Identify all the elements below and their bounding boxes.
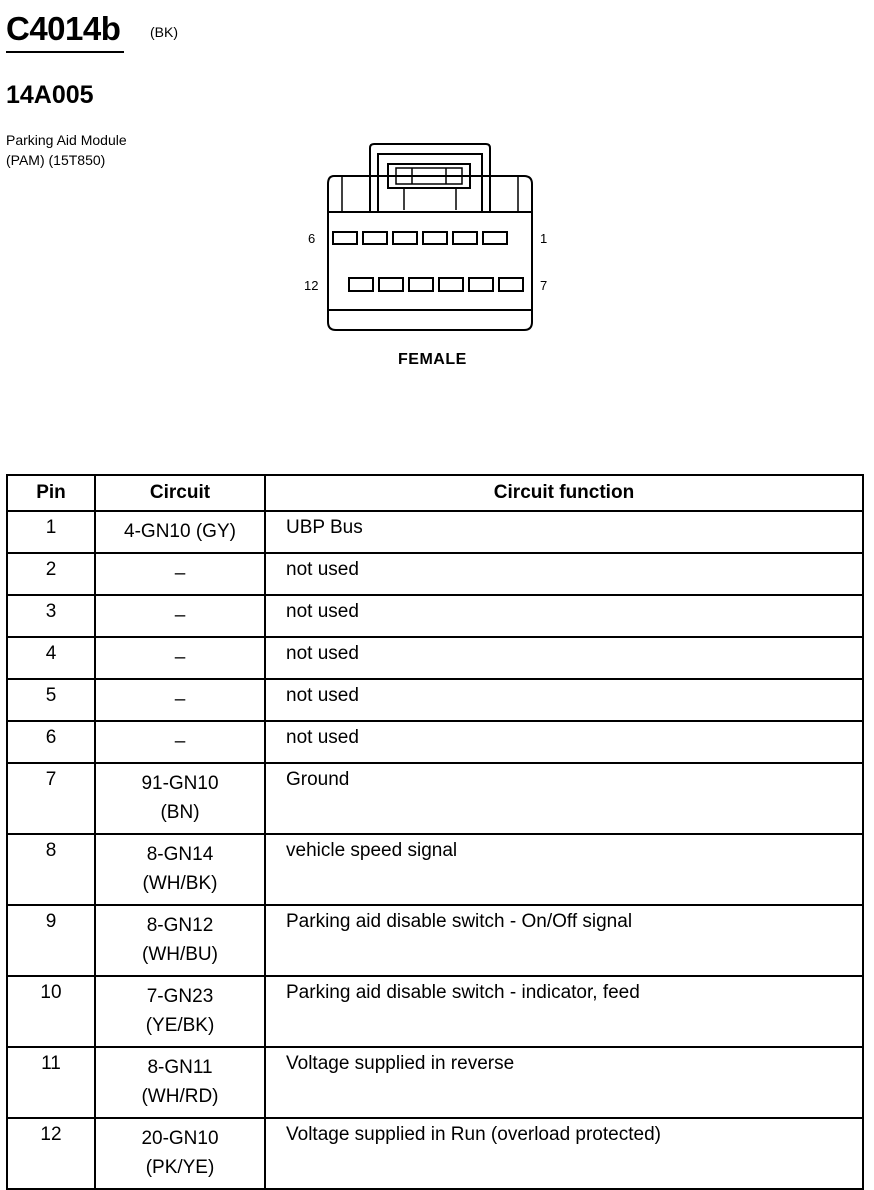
connector-color: (BK)	[150, 24, 178, 40]
circuit-cell	[95, 1118, 265, 1189]
header-pin: Pin	[7, 475, 95, 511]
circuit-cell	[95, 679, 265, 721]
table-row	[7, 637, 863, 679]
table-row	[7, 1047, 863, 1118]
part-number: 14A005	[6, 81, 94, 109]
pin-cell: 11	[7, 1047, 95, 1118]
pin-label-top-left: 6	[308, 231, 316, 246]
circuit-code: –	[174, 563, 186, 584]
connector-diagram	[300, 140, 560, 340]
function-cell: Voltage supplied in Run (overload protected)	[265, 1118, 863, 1189]
circuit-code: 20-GN10	[141, 1128, 219, 1149]
circuit-cell	[95, 637, 265, 679]
circuit-cell	[95, 905, 265, 976]
circuit-code: 8-GN12	[146, 915, 214, 936]
table-row	[7, 679, 863, 721]
table-row	[7, 905, 863, 976]
circuit-cell	[95, 511, 265, 553]
pin-cell: 4	[7, 637, 95, 679]
pin-cell: 5	[7, 679, 95, 721]
function-cell: Parking aid disable switch - indicator, feed	[265, 976, 863, 1047]
pin-cell: 10	[7, 976, 95, 1047]
pin-cell: 9	[7, 905, 95, 976]
table-row	[7, 553, 863, 595]
connector-id: C4014b	[6, 10, 121, 47]
wire-color: (BN)	[160, 802, 200, 823]
circuit-code: 7-GN23	[146, 986, 214, 1007]
table-row	[7, 763, 863, 834]
pin-label-bottom-right: 7	[540, 278, 548, 293]
circuit-cell	[95, 595, 265, 637]
table-row	[7, 595, 863, 637]
pin-cell: 8	[7, 834, 95, 905]
table-row	[7, 721, 863, 763]
function-cell: not used	[265, 637, 863, 679]
function-cell: not used	[265, 721, 863, 763]
pin-cell: 12	[7, 1118, 95, 1189]
function-cell: Voltage supplied in reverse	[265, 1047, 863, 1118]
connector-gender: FEMALE	[398, 351, 467, 368]
circuit-cell	[95, 834, 265, 905]
table-row	[7, 976, 863, 1047]
circuit-code: –	[174, 605, 186, 626]
function-cell: Parking aid disable switch - On/Off signal	[265, 905, 863, 976]
table-row	[7, 511, 863, 553]
wire-color: (WH/BU)	[142, 944, 218, 965]
circuit-code: –	[174, 689, 186, 710]
function-cell: not used	[265, 553, 863, 595]
wire-color: (PK/YE)	[145, 1157, 215, 1178]
pin-cell: 2	[7, 553, 95, 595]
pin-label-bottom-left: 12	[304, 278, 319, 293]
circuit-cell	[95, 553, 265, 595]
module-name-line2: (PAM) (15T850)	[6, 152, 106, 168]
title-underline	[6, 51, 124, 53]
connector-face-icon	[300, 140, 560, 340]
function-cell: vehicle speed signal	[265, 834, 863, 905]
pin-cell: 1	[7, 511, 95, 553]
circuit-cell	[95, 763, 265, 834]
circuit-code: 8-GN14	[146, 844, 214, 865]
function-cell: UBP Bus	[265, 511, 863, 553]
table-row	[7, 834, 863, 905]
module-name	[6, 130, 127, 170]
module-name-line1: Parking Aid Module	[6, 132, 127, 148]
pin-cell: 3	[7, 595, 95, 637]
wire-color: (WH/BK)	[142, 873, 218, 894]
table-header-row	[7, 475, 863, 511]
table-row	[7, 1118, 863, 1189]
circuit-cell	[95, 721, 265, 763]
pin-cell: 6	[7, 721, 95, 763]
circuit-code: 91-GN10	[141, 773, 219, 794]
circuit-code: 4-GN10 (GY)	[124, 521, 236, 542]
circuit-code: –	[174, 731, 186, 752]
wire-color: (WH/RD)	[141, 1086, 219, 1107]
function-cell: not used	[265, 595, 863, 637]
circuit-cell	[95, 1047, 265, 1118]
function-cell: not used	[265, 679, 863, 721]
pinout-table	[6, 474, 864, 1190]
header-function: Circuit function	[265, 475, 863, 511]
circuit-cell	[95, 976, 265, 1047]
circuit-code: 8-GN11	[147, 1057, 213, 1078]
pin-label-top-right: 1	[540, 231, 548, 246]
header-circuit: Circuit	[95, 475, 265, 511]
pin-cell: 7	[7, 763, 95, 834]
wire-color: (YE/BK)	[145, 1015, 215, 1036]
function-cell: Ground	[265, 763, 863, 834]
circuit-code: –	[174, 647, 186, 668]
